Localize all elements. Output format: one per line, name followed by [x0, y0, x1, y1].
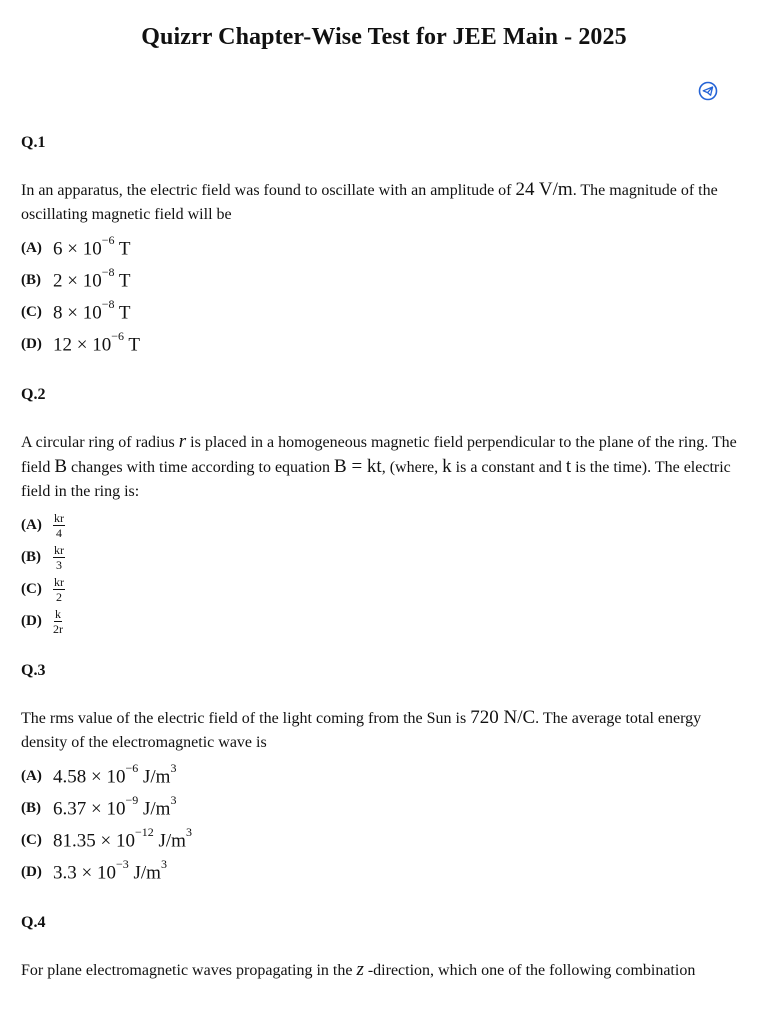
option-label: (D) [21, 863, 42, 880]
option-a[interactable] [21, 761, 177, 788]
question-text: In an apparatus, the electric field was found to oscillate with an amplitude of 24 V/m. The magnitude of the oscillating magnetic field will be [21, 179, 718, 223]
option-value: $4.58 \times 10^{-6}$ $J/m^3$ [53, 761, 177, 788]
option-c[interactable] [21, 297, 131, 324]
question-text: A circular ring of radius r is placed in a homogeneous magnetic field perpendicular to the plane of the ring. The field B changes with time according to equation B = kt, (where, k is a constant and t is the time). The electric field in the ring is: [21, 431, 737, 500]
option-value: $6 \times 10^{-6}$ T [53, 233, 131, 260]
question-number: Q.4 [21, 914, 46, 931]
option-label: (C) [21, 581, 42, 597]
option-fraction: $\frac{kr}{2}$ [54, 575, 64, 604]
option-a[interactable] [21, 512, 65, 539]
option-value: $12 \times 10^{-6}$ T [53, 329, 141, 356]
option-label: (C) [21, 303, 42, 320]
question-text: For plane electromagnetic waves propagating in the z -direction, which one of the following combination [21, 959, 696, 980]
option-d[interactable] [21, 329, 141, 356]
option-value: $8 \times 10^{-8}$ T [53, 297, 131, 324]
question-number: Q.3 [21, 662, 46, 679]
page-title: Quizrr Chapter-Wise Test for JEE Main - 2025 [141, 24, 627, 50]
question-text: The rms value of the electric field of the light coming from the Sun is 720 N/C. The average total energy density of the electromagnetic wave is [21, 707, 702, 751]
telegram-icon[interactable] [698, 81, 718, 101]
question-number: Q.2 [21, 386, 46, 403]
option-fraction: $\frac{kr}{3}$ [54, 543, 64, 572]
option-label: (C) [21, 831, 42, 848]
option-b[interactable] [21, 544, 65, 571]
option-label: (A) [21, 239, 42, 256]
option-b[interactable] [21, 265, 131, 292]
option-d[interactable] [21, 608, 63, 635]
option-label: (B) [21, 799, 41, 816]
option-value: $3.3 \times 10^{-3}$ $J/m^3$ [53, 857, 167, 884]
question-number: Q.1 [21, 134, 46, 151]
option-value: $2 \times 10^{-8}$ T [53, 265, 131, 292]
option-c[interactable] [21, 576, 65, 603]
option-label: (D) [21, 613, 42, 629]
option-value: $81.35 \times 10^{-12}$ $J/m^3$ [53, 825, 192, 852]
option-fraction: $\frac{kr}{4}$ [54, 511, 64, 540]
option-value: $6.37 \times 10^{-9}$ $J/m^3$ [53, 793, 177, 820]
option-label: (B) [21, 549, 41, 565]
option-label: (A) [21, 767, 42, 784]
option-label: (D) [21, 335, 42, 352]
option-fraction: $\frac{k}{2r}$ [53, 607, 63, 636]
option-label: (A) [21, 517, 42, 533]
option-a[interactable] [21, 233, 131, 260]
option-c[interactable] [21, 825, 192, 852]
option-d[interactable] [21, 857, 167, 884]
option-label: (B) [21, 271, 41, 288]
option-b[interactable] [21, 793, 177, 820]
